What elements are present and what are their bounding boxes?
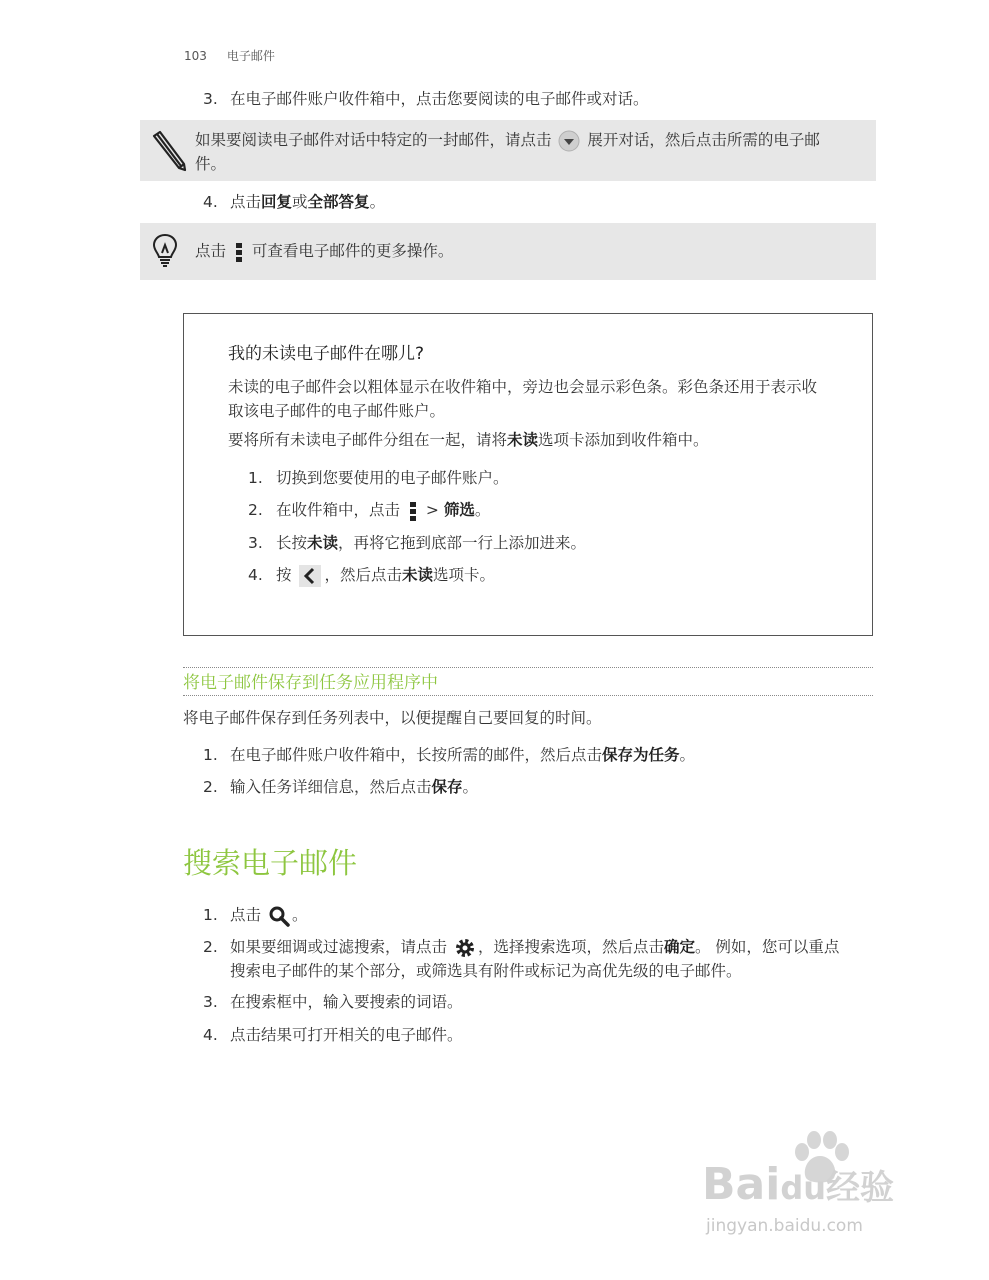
search-section-title: 搜索电子邮件	[183, 846, 358, 880]
page-number: 103	[184, 49, 207, 63]
section-name: 电子邮件	[226, 49, 275, 63]
expand-chevron-icon	[558, 130, 580, 152]
more-options-icon	[409, 501, 417, 521]
lightbulb-icon	[152, 233, 178, 269]
reply-label: 回复	[261, 193, 293, 211]
divider-bottom	[183, 695, 873, 696]
save-section-title: 将电子邮件保存到任务应用程序中	[183, 673, 438, 693]
back-arrow-icon	[299, 565, 321, 587]
save-intro: 将电子邮件保存到任务列表中，以便提醒自己要回复的时间。	[183, 709, 602, 727]
more-options-icon	[235, 242, 243, 262]
page-header	[184, 44, 275, 68]
note-box: 如果要阅读电子邮件对话中特定的一封邮件，请点击 展开对话，然后点击所需的电子邮 件。	[140, 120, 876, 181]
settings-gear-icon	[454, 937, 476, 959]
tip-box: 点击 可查看电子邮件的更多操作。	[140, 223, 876, 280]
box-title: 我的未读电子邮件在哪儿?	[228, 344, 425, 364]
unread-email-box: 我的未读电子邮件在哪儿? 未读的电子邮件会以粗体显示在收件箱中，旁边也会显示彩色条。彩色条还用于表示收 取该电子邮件的电子邮件账户。 要将所有未读电子邮件分组在一起，请将未读选项卡添加到收件箱中。 1. 切换到您要使用的电子邮件账户。 2. 在收件箱中，点击 > 筛选。 3. 长按未读，再将它拖到底部一行上添加进来。 4. 按 ，然后点击未读选项卡。	[183, 313, 873, 636]
reply-all-label: 全部答复	[307, 193, 370, 211]
pencil-icon	[148, 128, 188, 172]
divider-top	[183, 667, 873, 668]
search-icon	[268, 905, 290, 927]
baidu-watermark: Baidu经验 jingyan.baidu.com	[698, 1130, 938, 1240]
